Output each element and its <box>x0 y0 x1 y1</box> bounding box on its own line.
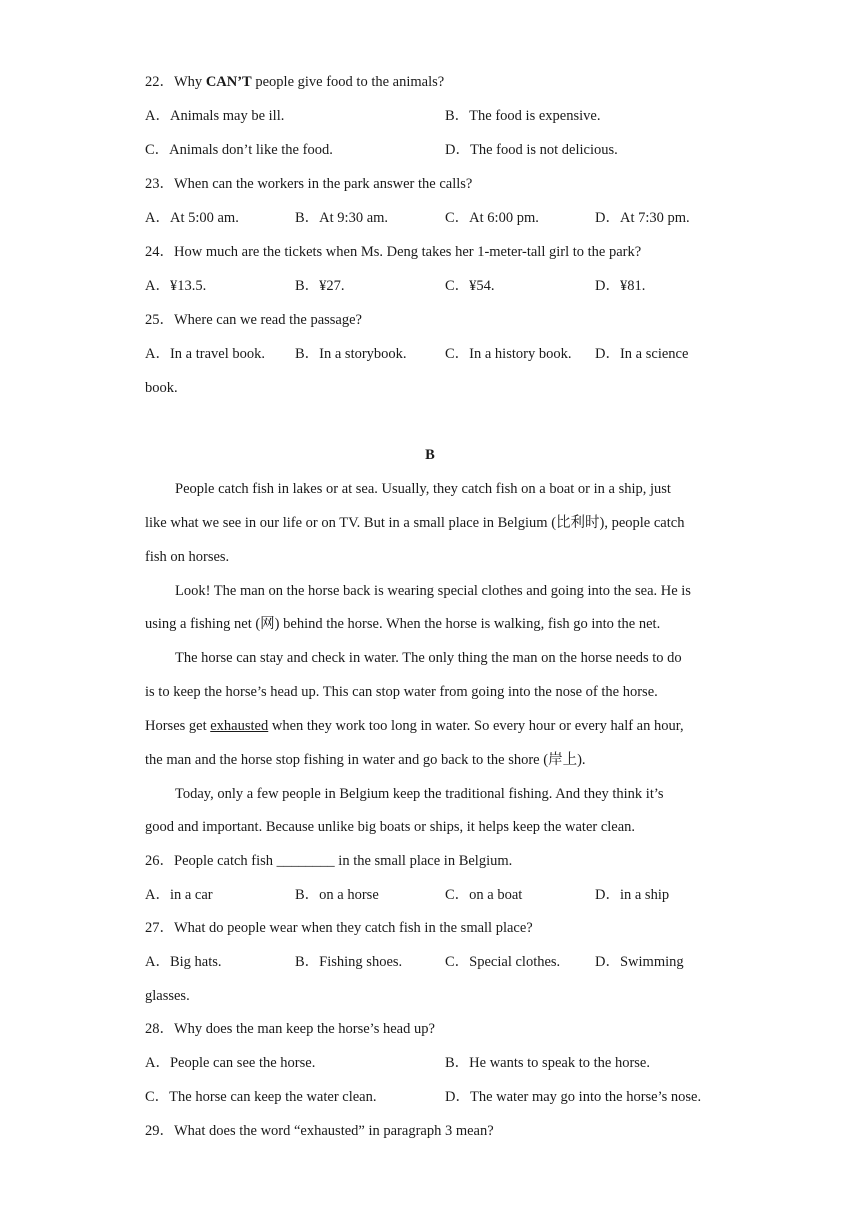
passage-line: is to keep the horse’s head up. This can stop water from going into the nose of the horse. <box>145 684 658 700</box>
q27-option-d-wrap: glasses. <box>145 988 190 1004</box>
q27-option-c: C．Special clothes. <box>445 954 561 970</box>
question-emphasis: CAN’T <box>205 74 252 90</box>
question-29: 29．What does the word “exhausted” in paragraph 3 mean? <box>145 1123 494 1139</box>
underlined-word: exhausted <box>210 718 269 734</box>
q25-option-c: C．In a history book. <box>445 346 572 362</box>
question-text-end: people give food to the animals? <box>251 74 445 90</box>
passage-line: like what we see in our life or on TV. But in a small place in Belgium (比利时), people catch <box>145 515 685 531</box>
question-28: 28．Why does the man keep the horse’s head up? <box>145 1021 435 1037</box>
q28-option-a: A．People can see the horse. <box>145 1055 316 1071</box>
q28-option-d: D．The water may go into the horse’s nose. <box>445 1089 702 1105</box>
section-title: B <box>425 447 435 463</box>
question-26: 26．People catch fish ________ in the small place in Belgium. <box>145 853 513 869</box>
q27-option-b: B．Fishing shoes. <box>295 954 403 970</box>
q27-option-d: D．Swimming <box>595 954 684 970</box>
question-24: 24．How much are the tickets when Ms. Deng takes her 1-meter-tall girl to the park? <box>145 244 642 260</box>
q28-option-b: B．He wants to speak to the horse. <box>445 1055 650 1071</box>
q24-option-c: C．¥54. <box>445 278 495 294</box>
q23-option-a: A．At 5:00 am. <box>145 210 239 226</box>
q22-option-a: A．Animals may be ill. <box>145 108 285 124</box>
q23-option-d: D．At 7:30 pm. <box>595 210 690 226</box>
q28-option-c: C．The horse can keep the water clean. <box>145 1089 377 1105</box>
passage-line: Look! The man on the horse back is wearing special clothes and going into the sea. He is <box>175 583 691 599</box>
passage-line: Today, only a few people in Belgium keep the traditional fishing. And they think it’s <box>175 786 664 802</box>
q27-option-a: A．Big hats. <box>145 954 222 970</box>
q25-option-d: D．In a science <box>595 346 689 362</box>
passage-line: the man and the horse stop fishing in water and go back to the shore (岸上). <box>145 752 586 768</box>
question-23: 23．When can the workers in the park answer the calls? <box>145 176 473 192</box>
q23-option-c: C．At 6:00 pm. <box>445 210 539 226</box>
q22-option-c: C．Animals don’t like the food. <box>145 142 333 158</box>
q22-option-b: B．The food is expensive. <box>445 108 601 124</box>
q26-option-c: C．on a boat <box>445 887 523 903</box>
q25-option-a: A．In a travel book. <box>145 346 265 362</box>
q26-option-b: B．on a horse <box>295 887 379 903</box>
q25-option-d-wrap: book. <box>145 380 178 396</box>
passage-text: Horses get <box>145 718 211 734</box>
question-27: 27．What do people wear when they catch fish in the small place? <box>145 920 533 936</box>
question-text-start: Why <box>174 74 206 90</box>
q24-option-d: D．¥81. <box>595 278 646 294</box>
passage-line: fish on horses. <box>145 549 230 565</box>
q23-option-b: B．At 9:30 am. <box>295 210 389 226</box>
q24-option-a: A．¥13.5. <box>145 278 207 294</box>
q22-option-d: D．The food is not delicious. <box>445 142 618 158</box>
question-number: 22． <box>145 74 174 90</box>
passage-text: when they work too long in water. So every hour or every half an hour, <box>268 718 684 734</box>
passage-line: good and important. Because unlike big boats or ships, it helps keep the water clean. <box>145 819 636 835</box>
q26-option-a: A．in a car <box>145 887 213 903</box>
question-25: 25．Where can we read the passage? <box>145 312 362 328</box>
q24-option-b: B．¥27. <box>295 278 345 294</box>
q25-option-b: B．In a storybook. <box>295 346 407 362</box>
passage-line <box>145 716 684 736</box>
passage-line: using a fishing net (网) behind the horse. When the horse is walking, fish go into the net. <box>145 616 661 632</box>
q26-option-d: D．in a ship <box>595 887 670 903</box>
passage-line: The horse can stay and check in water. The only thing the man on the horse needs to do <box>175 650 682 666</box>
passage-line: People catch fish in lakes or at sea. Usually, they catch fish on a boat or in a ship, just <box>175 481 671 497</box>
question-22 <box>145 72 444 92</box>
